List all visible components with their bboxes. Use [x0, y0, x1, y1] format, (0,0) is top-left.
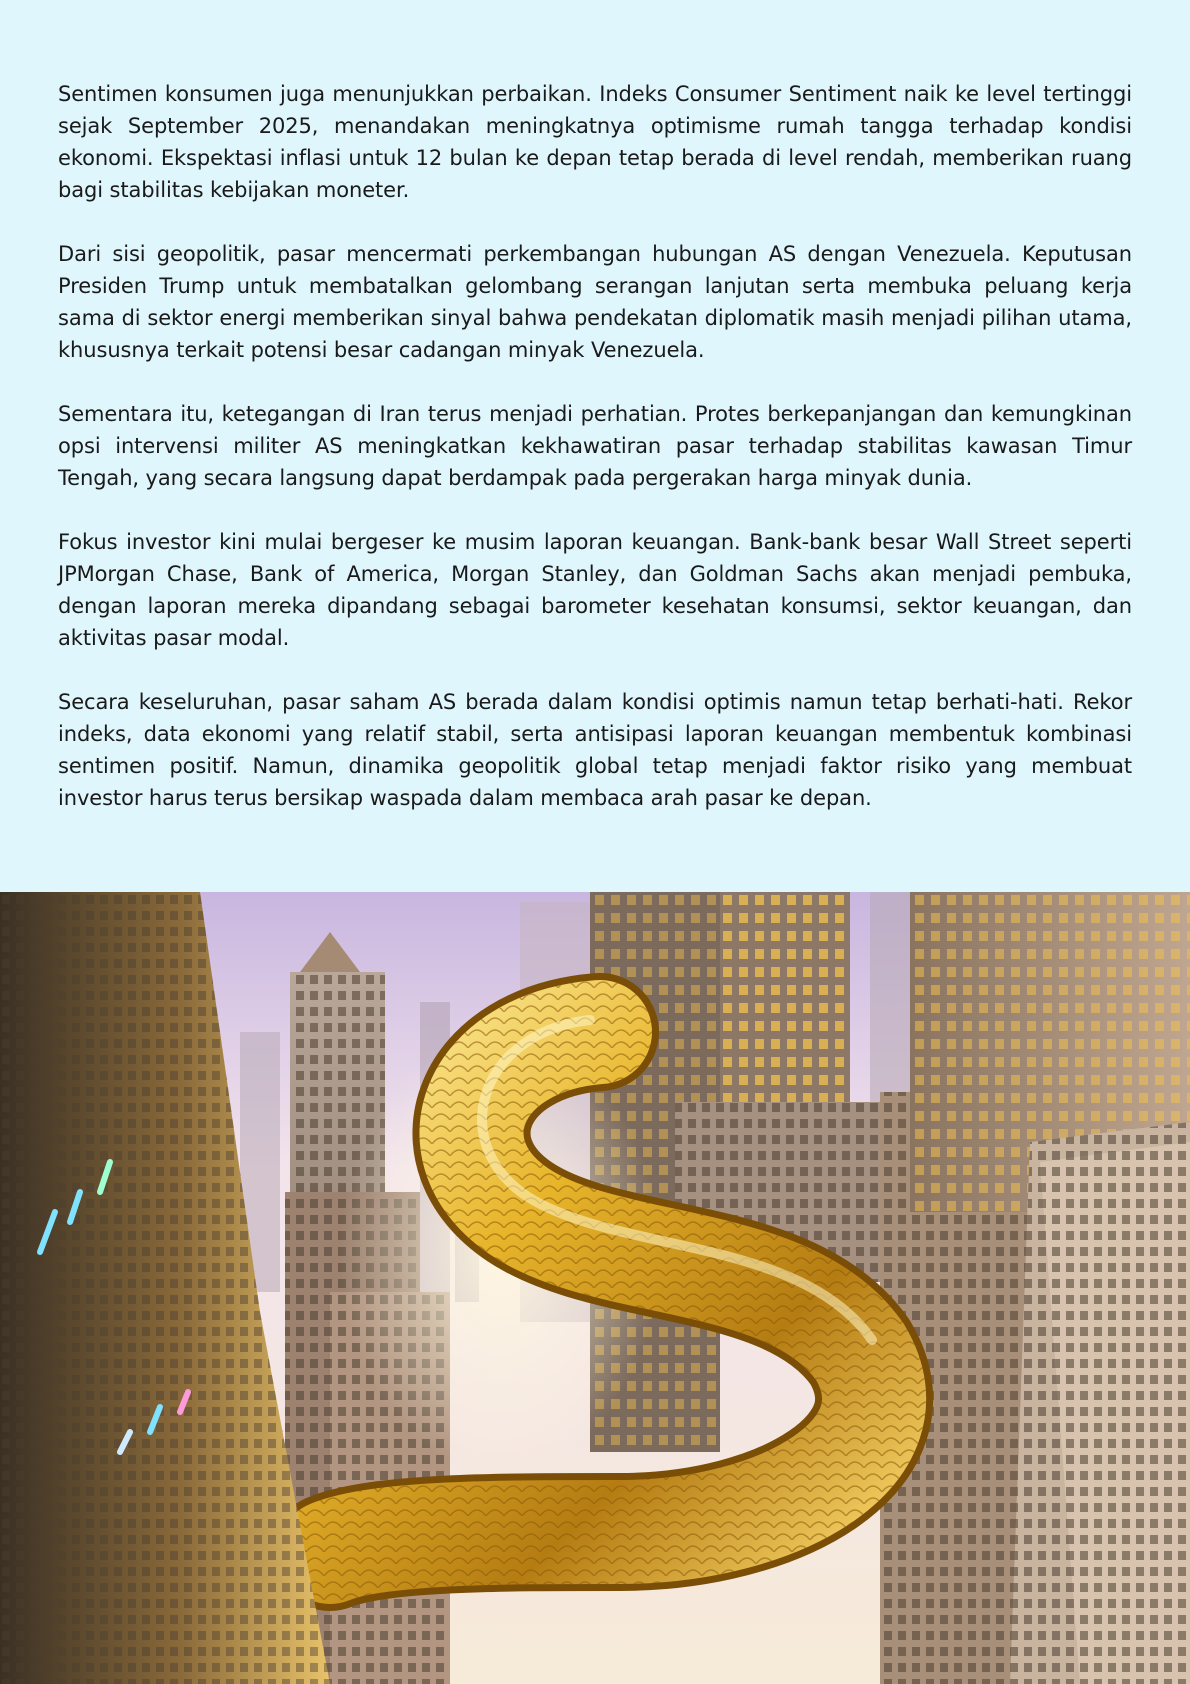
article-body [58, 78, 1132, 846]
hero-illustration [0, 892, 1190, 1684]
paragraph-geopolitics-venezuela: Dari sisi geopolitik, pasar mencermati perkembangan hubungan AS dengan Venezuela. Keputusan Presiden Trump untuk membatalkan gelombang serangan lanjutan serta membuka peluang kerja sama di sektor energi memberikan sinyal bahwa pendekatan diplomatik masih menjadi pilihan utama, khususnya terkait potensi besar cadangan minyak Venezuela. [58, 242, 1132, 362]
paragraph-iran-tension: Sementara itu, ketegangan di Iran terus menjadi perhatian. Protes berkepanjangan dan kemungkinan opsi intervensi militer AS meningkatkan kekhawatiran pasar terhadap stabilitas kawasan Timur Tengah, yang secara langsung dapat berdampak pada pergerakan harga minyak dunia. [58, 402, 1132, 490]
paragraph-consumer-sentiment: Sentimen konsumen juga menunjukkan perbaikan. Indeks Consumer Sentiment naik ke level tertinggi sejak September 2025, menandakan meningkatnya optimisme rumah tangga terhadap kondisi ekonomi. Ekspektasi inflasi untuk 12 bulan ke depan tetap berada di level rendah, memberikan ruang bagi stabilitas kebijakan moneter. [58, 82, 1132, 202]
paragraph-earnings-season: Fokus investor kini mulai bergeser ke musim laporan keuangan. Bank-bank besar Wall Street seperti JPMorgan Chase, Bank of America, Morgan Stanley, dan Goldman Sachs akan menjadi pembuka, dengan laporan mereka dipandang sebagai barometer kesehatan konsumsi, sektor keuangan, dan aktivitas pasar modal. [58, 530, 1132, 650]
paragraph-conclusion: Secara keseluruhan, pasar saham AS berada dalam kondisi optimis namun tetap berhati-hati. Rekor indeks, data ekonomi yang relatif stabil, serta antisipasi laporan keuangan membentuk kombinasi sentimen positif. Namun, dinamika geopolitik global tetap menjadi faktor risiko yang membuat investor harus terus bersikap waspada dalam membaca arah pasar ke depan. [58, 690, 1132, 810]
